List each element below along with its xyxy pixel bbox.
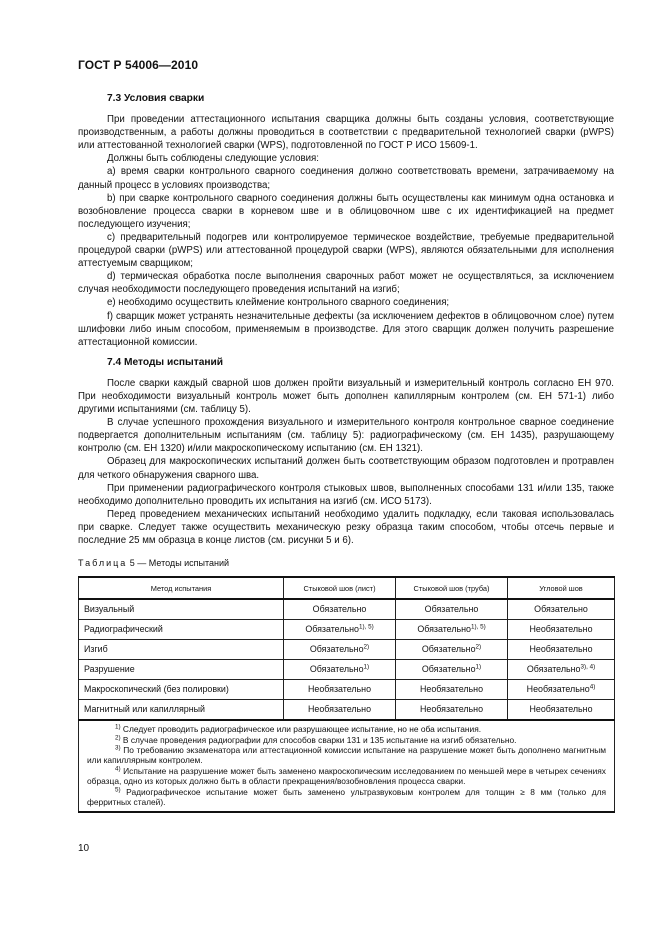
footnote-text: По требованию экзаменатора или аттестационной комиссии испытание на разрушение может быть дополнено магнитным или капиллярным контролем. xyxy=(87,745,606,766)
header-butt-pipe: Стыковой шов (труба) xyxy=(396,577,508,599)
butt-plate-cell xyxy=(284,599,396,620)
cell-text: Необязательно xyxy=(529,644,593,655)
cell-text: Магнитный или капиллярный xyxy=(84,704,205,715)
cell-text: Необязательно xyxy=(529,624,593,635)
cell-text: Необязательно xyxy=(419,684,484,695)
method-cell xyxy=(79,660,284,680)
method-cell xyxy=(79,680,284,700)
table-row xyxy=(79,640,615,660)
fillet-cell xyxy=(508,700,615,721)
cell-text: Обязательно xyxy=(309,644,364,655)
method-cell xyxy=(79,700,284,721)
fillet-cell xyxy=(508,660,615,680)
butt-pipe-cell xyxy=(396,640,508,660)
table-row xyxy=(79,599,615,620)
butt-pipe-cell xyxy=(396,660,508,680)
footnote-ref: 2) xyxy=(475,643,482,651)
butt-plate-cell xyxy=(284,640,396,660)
paragraph: При применении радиографического контроля стыковых швов, выполненных способами 131 и/или 135, также необходимо дополнительно проводить их испытания на изгиб (см. ИСО 5173). xyxy=(78,482,614,507)
cell-text: Обязательно xyxy=(424,604,479,615)
list-item-f: f) сварщик может устранять незначительные дефекты (за исключением дефектов в облицовочном слое) путем шлифовки либо иным способом, применяемым в производстве. Для этого сварщик должен получить разрешение аттестационной комиссии. xyxy=(78,310,614,348)
cell-text: Обязательно xyxy=(309,664,364,675)
table-caption-word: Таблица xyxy=(78,558,128,569)
header-method: Метод испытания xyxy=(79,577,284,599)
cell-text: Необязательно xyxy=(526,684,590,695)
cell-text: Обязательно xyxy=(421,644,476,655)
cell-text: Обязательно xyxy=(421,664,476,675)
footnote-mark: 4) xyxy=(115,765,121,773)
footnote-text: В случае проведения радиографии для способов сварки 131 и 135 испытание на изгиб обязательно. xyxy=(120,734,517,745)
table-caption-text: 5 — Методы испытаний xyxy=(127,558,230,569)
butt-plate-cell xyxy=(284,660,396,680)
footnote xyxy=(87,766,606,787)
list-item-c: c) предварительный подогрев или контролируемое термическое воздействие, требуемые предварительной процедурой сварки (pWPS) или аттестованной процедурой сварки (WPS), являются обязательными для исполнения аттестуемым сварщиком; xyxy=(78,231,614,270)
header-butt-plate: Стыковой шов (лист) xyxy=(284,577,396,599)
footnote-text: Радиографическое испытание может быть заменено ультразвуковым контролем для толщин ≥ 8 мм (только для ферритных сталей). xyxy=(87,786,606,808)
paragraph: Образец для макроскопических испытаний должен быть соответствующим образом подготовлен и протравлен для четкого обнаружения сварного шва. xyxy=(78,456,614,481)
page-number: 10 xyxy=(78,843,90,854)
footnote-ref: 1), 5) xyxy=(470,623,486,631)
fillet-cell xyxy=(508,680,615,700)
fillet-cell xyxy=(508,640,615,660)
cell-text: Обязательно xyxy=(305,624,359,635)
footnote-ref: 1) xyxy=(363,663,370,671)
footnote xyxy=(87,735,606,745)
list-item-d: d) термическая обработка после выполнения сварочных работ может не осуществляться, за исключением случая необходимости последующего проведения испытаний на изгиб; xyxy=(78,271,614,296)
footnote-mark: 5) xyxy=(115,786,121,794)
method-cell xyxy=(79,640,284,660)
paragraph: Перед проведением механических испытаний необходимо удалить подкладку, если таковая использовалась при сварке. Следует также осуществить механическую резку образца таким способом, чтобы отсечь первые и последние 25 мм образца в конце листов (см. рисунки 5 и 6). xyxy=(78,508,614,546)
footnote-mark: 2) xyxy=(115,734,121,742)
butt-pipe-cell xyxy=(396,620,508,640)
table-row xyxy=(79,660,615,680)
cell-text: Необязательно xyxy=(307,704,372,715)
list-item-a: а) время сварки контрольного сварного соединения должно соответствовать времени, затрачиваемому на данный процесс в условиях производства; xyxy=(78,166,614,191)
cell-text: Обязательно xyxy=(534,604,588,615)
cell-text: Необязательно xyxy=(307,684,372,695)
cell-text: Обязательно xyxy=(526,664,581,675)
document-header: ГОСТ Р 54006—2010 xyxy=(78,58,199,72)
cell-text: Необязательно xyxy=(419,704,484,715)
method-cell xyxy=(79,620,284,640)
footnote xyxy=(87,745,606,766)
cell-text: Радиографический xyxy=(84,624,163,635)
table-row xyxy=(79,700,615,721)
footnote xyxy=(87,787,606,808)
butt-plate-cell xyxy=(284,700,396,721)
butt-pipe-cell xyxy=(396,599,508,620)
footnote xyxy=(87,724,606,734)
cell-text: Обязательно xyxy=(312,604,367,615)
table-row xyxy=(79,680,615,700)
footnote-ref: 1) xyxy=(475,663,482,671)
footnote-ref: 1), 5) xyxy=(358,623,374,631)
table-row xyxy=(79,620,615,640)
section-7-4-title: 7.4 Методы испытаний xyxy=(107,356,224,368)
fillet-cell xyxy=(508,599,615,620)
paragraph: В случае успешного прохождения визуального и измерительного контроля контрольное сварное соединение подвергается дополнительным испытаниям (см. таблицу 5): радиографическому (см. ЕН 1435), разрушающему контролю (см. ЕН 1320) и/или макроскопическому испытанию (см. ЕН 1321). xyxy=(78,417,614,455)
cell-text: Макроскопический (без полировки) xyxy=(84,684,229,695)
cell-text: Разрушение xyxy=(84,664,135,675)
paragraph: При проведении аттестационного испытания сварщика должны быть созданы условия, соответствующие производственным, а работы должны проводиться в соответствии с предварительной технологией сварки (pWPS) или аттестованной технологией сварки (WPS), подготовленной по ГОСТ Р ИСО 15609-1. xyxy=(78,114,614,152)
list-item-e: e) необходимо осуществить клеймение контрольного сварного соединения; xyxy=(107,297,450,309)
footnote-ref: 4) xyxy=(589,683,596,691)
table-header-row xyxy=(79,577,615,599)
cell-text: Визуальный xyxy=(84,604,135,615)
butt-pipe-cell xyxy=(396,700,508,721)
section-7-3-title: 7.3 Условия сварки xyxy=(107,93,205,104)
table-caption xyxy=(78,557,614,570)
paragraph: После сварки каждый сварной шов должен пройти визуальный и измерительный контроль согласно ЕН 970. При необходимости визуальный контроль может быть дополнен капиллярным контролем (см. ЕН 571-1) либо другими испытаниями (см. таблицу 5). xyxy=(78,377,614,416)
list-item-b: b) при сварке контрольного сварного соединения должны быть осуществлены как минимум одна остановка и возобновление процесса сварки в корневом шве и в облицовочном шве с их идентификацией на предмет последующего изучения; xyxy=(78,192,614,230)
footnote-ref: 2) xyxy=(363,643,370,651)
footnote-ref: 3), 4) xyxy=(580,663,596,671)
footnotes xyxy=(79,720,615,812)
footnote-text: Испытание на разрушение может быть заменено макроскопическим исследованием по меньшей мере в четырех сечениях образца, одно из которых должно быть в области прекращения/возобновления процесса сварки. xyxy=(87,765,606,787)
butt-plate-cell xyxy=(284,680,396,700)
butt-plate-cell xyxy=(284,620,396,640)
header-fillet: Угловой шов xyxy=(508,577,615,599)
footnote-text: Следует проводить радиографическое или разрушающее испытание, но не оба испытания. xyxy=(120,724,482,735)
fillet-cell xyxy=(508,620,615,640)
butt-pipe-cell xyxy=(396,680,508,700)
footnote-mark: 3) xyxy=(115,744,121,752)
footnotes-row xyxy=(79,720,615,812)
cell-text: Необязательно xyxy=(529,704,593,715)
method-cell xyxy=(79,599,284,620)
footnote-mark: 1) xyxy=(115,723,121,731)
cell-text: Изгиб xyxy=(84,644,108,655)
page-content xyxy=(78,92,614,813)
paragraph: Должны быть соблюдены следующие условия: xyxy=(107,153,319,165)
cell-text: Обязательно xyxy=(417,624,471,635)
test-methods-table xyxy=(78,576,615,813)
